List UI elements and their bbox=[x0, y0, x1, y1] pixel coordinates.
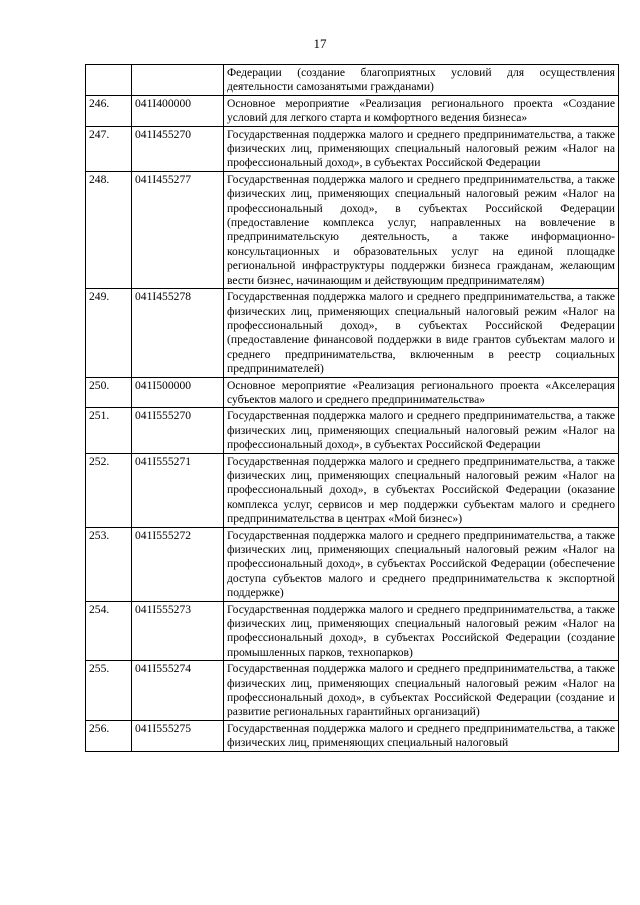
row-code: 041I455277 bbox=[132, 171, 224, 288]
row-number: 253. bbox=[86, 527, 132, 601]
table-row bbox=[86, 661, 619, 721]
row-number: 247. bbox=[86, 126, 132, 171]
table-row bbox=[86, 408, 619, 453]
row-code: 041I555272 bbox=[132, 527, 224, 601]
row-number: 256. bbox=[86, 720, 132, 751]
row-code: 041I500000 bbox=[132, 377, 224, 408]
row-code: 041I555271 bbox=[132, 453, 224, 527]
row-description: Государственная поддержка малого и среднего предпринимательства, а также физических лиц, применяющих специальный налоговый режим «Налог на профессиональный доход», в субъектах Российской Федерации (создание промышленных парков, технопарков) bbox=[224, 601, 619, 661]
row-code bbox=[132, 65, 224, 96]
row-number: 255. bbox=[86, 661, 132, 721]
table-row bbox=[86, 171, 619, 288]
table-row bbox=[86, 65, 619, 96]
row-number: 250. bbox=[86, 377, 132, 408]
row-number: 252. bbox=[86, 453, 132, 527]
budget-classification-table bbox=[85, 64, 619, 752]
row-number bbox=[86, 65, 132, 96]
row-description: Государственная поддержка малого и среднего предпринимательства, а также физических лиц, применяющих специальный налоговый режим «Налог на профессиональный доход», в субъектах Российской Федерации (предоставление финансовой поддержки в виде грантов субъектам малого и среднего предпринимательства, включенным в реестр социальных предпринимателей) bbox=[224, 289, 619, 377]
row-code: 041I400000 bbox=[132, 95, 224, 126]
row-description: Государственная поддержка малого и среднего предпринимательства, а также физических лиц, применяющих специальный налоговый режим «Налог на профессиональный доход», в субъектах Российской Федерации bbox=[224, 408, 619, 453]
row-code: 041I555270 bbox=[132, 408, 224, 453]
row-description: Федерации (создание благоприятных условий для осуществления деятельности самозанятыми гражданами) bbox=[224, 65, 619, 96]
row-code: 041I455270 bbox=[132, 126, 224, 171]
table-row bbox=[86, 95, 619, 126]
row-description: Государственная поддержка малого и среднего предпринимательства, а также физических лиц, применяющих специальный налоговый режим «Налог на профессиональный доход», в субъектах Российской Федерации (создание и развитие региональных гарантийных организаций) bbox=[224, 661, 619, 721]
table-row bbox=[86, 601, 619, 661]
table-row bbox=[86, 720, 619, 751]
row-code: 041I455278 bbox=[132, 289, 224, 377]
row-description: Государственная поддержка малого и среднего предпринимательства, а также физических лиц, применяющих специальный налоговый режим «Налог на профессиональный доход», в субъектах Российской Федерации (обеспечение доступа субъектов малого и среднего предпринимательства к экспортной поддержке) bbox=[224, 527, 619, 601]
row-number: 248. bbox=[86, 171, 132, 288]
row-number: 251. bbox=[86, 408, 132, 453]
row-description: Основное мероприятие «Реализация регионального проекта «Создание условий для легкого старта и комфортного ведения бизнеса» bbox=[224, 95, 619, 126]
row-description: Государственная поддержка малого и среднего предпринимательства, а также физических лиц, применяющих специальный налоговый режим «Налог на профессиональный доход», в субъектах Российской Федерации (предоставление комплекса услуг, направленных на вовлечение в предпринимательскую деятельность, а также информационно-консультационных и образовательных услуг на единой площадке региональной инфраструктуры поддержки бизнеса гражданам, желающим вести бизнес, начинающим и действующим предпринимателям) bbox=[224, 171, 619, 288]
row-description: Государственная поддержка малого и среднего предпринимательства, а также физических лиц, применяющих специальный налоговый режим «Налог на профессиональный доход», в субъектах Российской Федерации (оказание комплекса услуг, сервисов и мер поддержки субъектам малого и среднего предпринимательства в центрах «Мой бизнес») bbox=[224, 453, 619, 527]
row-description: Основное мероприятие «Реализация регионального проекта «Акселерация субъектов малого и среднего предпринимательства» bbox=[224, 377, 619, 408]
row-code: 041I555274 bbox=[132, 661, 224, 721]
table-row bbox=[86, 377, 619, 408]
row-description: Государственная поддержка малого и среднего предпринимательства, а также физических лиц, применяющих специальный налоговый режим «Налог на профессиональный доход», в субъектах Российской Федерации bbox=[224, 126, 619, 171]
row-code: 041I555275 bbox=[132, 720, 224, 751]
page-number: 17 bbox=[313, 36, 327, 51]
row-code: 041I555273 bbox=[132, 601, 224, 661]
table-row bbox=[86, 527, 619, 601]
table-row bbox=[86, 126, 619, 171]
row-number: 249. bbox=[86, 289, 132, 377]
table-row bbox=[86, 289, 619, 377]
row-number: 246. bbox=[86, 95, 132, 126]
table-row bbox=[86, 453, 619, 527]
row-number: 254. bbox=[86, 601, 132, 661]
row-description: Государственная поддержка малого и среднего предпринимательства, а также физических лиц, применяющих специальный налоговый bbox=[224, 720, 619, 751]
